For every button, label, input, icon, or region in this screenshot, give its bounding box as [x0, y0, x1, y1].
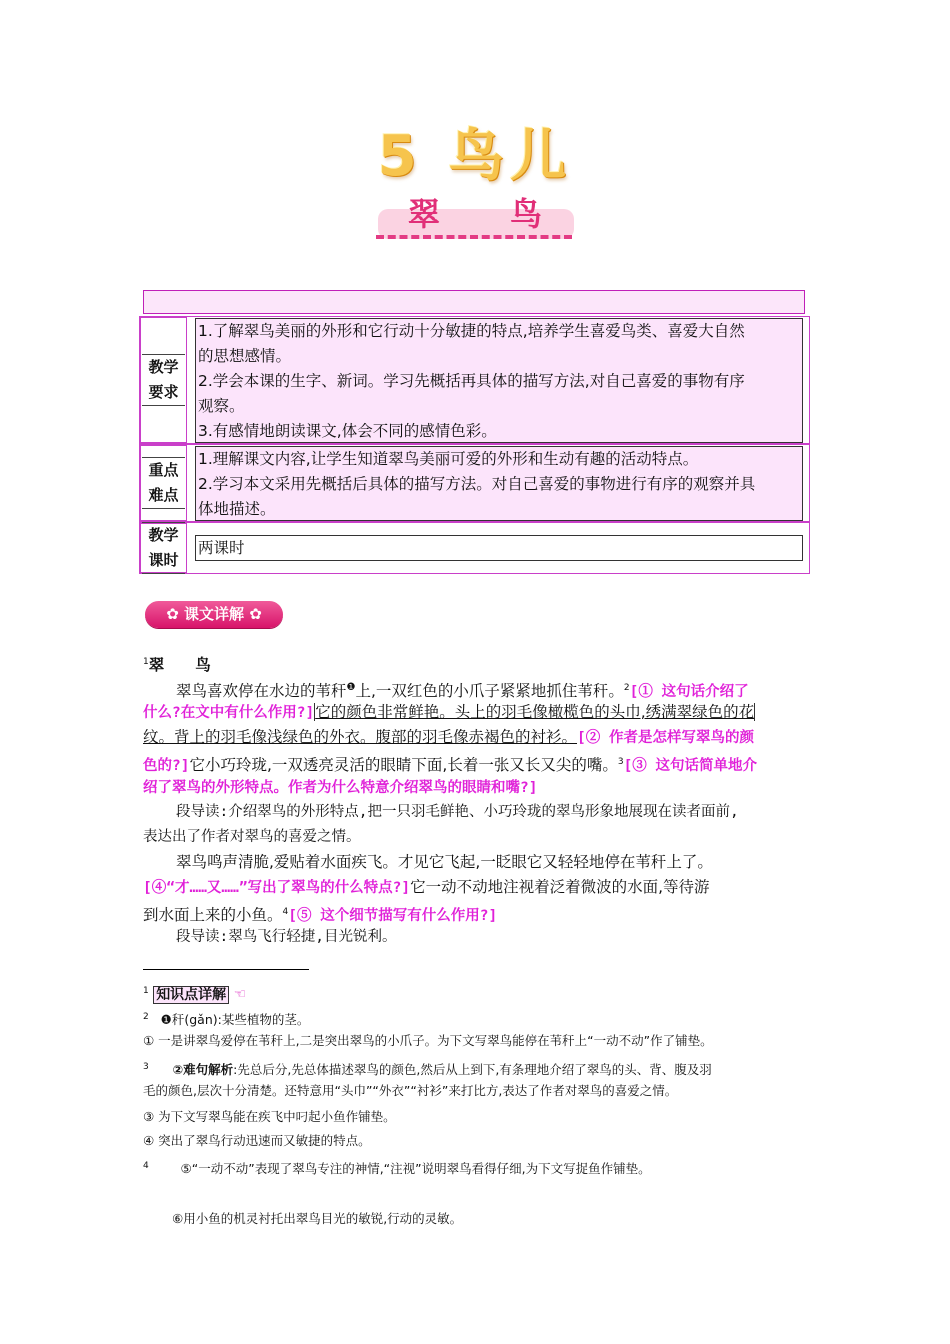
table-row-objectives — [139, 316, 810, 444]
question-annotation: 色的?] — [143, 758, 190, 775]
paragraph-line: 翠鸟鸣声清脆,爱贴着水面疾飞。才见它飞起,一眨眼它又轻轻地停在苇秆上了。 — [176, 853, 713, 871]
footnote-marker: 3 — [617, 757, 624, 767]
paragraph-line — [143, 775, 537, 801]
label-line: 难点 — [148, 486, 179, 504]
footnote-number: 2 — [143, 1012, 149, 1022]
footnote-1 — [143, 980, 246, 1006]
footnote-text: ① 一是讲翠鸟爱停在苇秆上,二是突出翠鸟的小爪子。为下文写翠鸟能停在苇秆上“一动不动”作了铺垫。 — [143, 1033, 713, 1048]
guide-reading: 段导读:翠鸟飞行轻捷,目光锐利。 — [176, 929, 397, 945]
objective-line: 2.学会本课的生字、新词。学习先概括再具体的描写方法,对自己喜爱的事物有序 — [198, 372, 745, 390]
footnote-marker: 2 — [623, 683, 630, 693]
table-header-bar — [143, 290, 805, 314]
text-span: 上,一双红色的小爪子紧紧地抓住苇秆。 — [355, 682, 624, 701]
label-line: 课时 — [148, 551, 179, 569]
paragraph-line — [143, 700, 755, 726]
lesson-subtitle: 翠 鸟 — [407, 195, 544, 233]
text-span: 翠鸟喜欢停在水边的苇秆 — [176, 682, 347, 701]
footnote-marker: 1 — [143, 657, 149, 667]
question-annotation: [④“才……又……”写出了翠鸟的什么特点?] — [143, 880, 411, 896]
objective-line: 3.有感情地朗读课文,体会不同的感情色彩。 — [198, 422, 497, 440]
footnote-text: ⑥用小鱼的机灵衬托出翠鸟目光的敏锐,行动的灵敏。 — [172, 1211, 463, 1226]
underlined-text: 它的颜色非常鲜艳。头上的羽毛像橄榄色的头巾,绣满翠绿色的花 — [315, 703, 755, 721]
row-label-cell — [140, 317, 187, 443]
knowledge-heading: 知识点详解 — [153, 986, 229, 1004]
footnote-4 — [143, 1155, 651, 1180]
row-label-periods — [142, 522, 185, 574]
subtitle-dashed-rule — [376, 235, 572, 239]
footnote-separator — [143, 969, 309, 970]
keypoint-line: 1.理解课文内容,让学生知道翠鸟美丽可爱的外形和生动有趣的活动特点。 — [198, 450, 699, 468]
footnote-3 — [143, 1056, 712, 1081]
article-heading — [143, 650, 211, 678]
footnote-text: ③ 为下文写翠鸟能在疾飞中叼起小鱼作铺垫。 — [143, 1109, 396, 1124]
table-row-periods — [139, 522, 810, 574]
row-label-keypoints — [142, 457, 185, 509]
keypoints-content — [195, 446, 803, 521]
row-label-objectives — [142, 354, 185, 406]
pointing-hand-icon: ☜ — [233, 986, 247, 1003]
row-label-cell — [140, 523, 187, 573]
footnote-text: :先总后分,先总体描述翠鸟的颜色,然后从上到下,有条理地介绍了翠鸟的头、背、腹及羽 — [233, 1062, 712, 1078]
paragraph-line — [143, 875, 710, 901]
note-mark: ❶ — [346, 682, 356, 693]
article-heading-text: 翠 鸟 — [148, 656, 211, 675]
footnote-text: ④ 突出了翠鸟行动迅速而又敏捷的特点。 — [143, 1133, 371, 1148]
footnote-number: 3 — [143, 1062, 149, 1072]
footnote-label: ②难句解析 — [172, 1062, 234, 1078]
question-annotation: 绍了翠鸟的外形特点。作者为什么特意介绍翠鸟的眼睛和嘴?] — [143, 780, 538, 796]
question-annotation: [② 作者是怎样写翠鸟的颜 — [577, 730, 754, 746]
section-banner: ✿ 课文详解 ✿ — [145, 601, 283, 628]
label-line: 教学 — [148, 526, 179, 544]
footnote-text: ❶秆(gǎn):某些植物的茎。 — [160, 1012, 310, 1028]
keypoint-line: 2.学习本文采用先概括后具体的描写方法。对自己喜爱的事物进行有序的观察并具 — [198, 475, 756, 493]
text-span: 到水面上来的小鱼。 — [143, 906, 283, 925]
text-span: 它一动不动地注视着泛着微波的水面,等待游 — [410, 878, 710, 896]
table-row-keypoints — [139, 444, 810, 522]
objectives-content — [195, 318, 803, 443]
footnote-number: 4 — [143, 1161, 149, 1171]
text-span: 它小巧玲珑,一双透亮灵活的眼睛下面,长着一张又长又尖的嘴。 — [189, 756, 618, 775]
paragraph-line — [143, 725, 754, 751]
question-annotation: [③ 这句话简单地介 — [623, 758, 758, 775]
periods-content — [195, 535, 803, 561]
footnote-number: 1 — [143, 986, 149, 996]
question-annotation: [① 这句话介绍了 — [629, 684, 749, 701]
underlined-text: 纹。背上的羽毛像浅绿色的外衣。腹部的羽毛像赤褐色的衬衫。 — [143, 728, 578, 746]
guide-reading: 表达出了作者对翠鸟的喜爱之情。 — [143, 829, 361, 845]
lesson-title: 5 鸟儿 — [377, 124, 573, 189]
guide-reading: 段导读:介绍翠鸟的外形特点,把一只羽毛鲜艳、小巧玲珑的翠鸟形象地展现在读者面前, — [176, 804, 739, 820]
footnote-text: ⑤“一动不动”表现了翠鸟专注的神情,“注视”说明翠鸟看得仔细,为下文写捉鱼作铺垫。 — [180, 1161, 651, 1177]
label-line: 重点 — [148, 461, 179, 479]
keypoint-line: 体地描述。 — [198, 500, 276, 518]
objective-line: 观察。 — [198, 397, 245, 415]
row-label-cell — [140, 445, 187, 521]
periods-value: 两课时 — [198, 539, 245, 557]
label-line: 教学 — [148, 358, 179, 376]
footnote-text: 毛的颜色,层次十分清楚。还特意用“头巾”“外衣”“衬衫”来打比方,表达了作者对翠鸟的喜爱之情。 — [143, 1083, 678, 1098]
objective-line: 1.了解翠鸟美丽的外形和它行动十分敏捷的特点,培养学生喜爱鸟类、喜爱大自然 — [198, 322, 745, 340]
footnote-2 — [143, 1006, 309, 1031]
label-line: 要求 — [148, 383, 179, 401]
footnote-marker: 4 — [282, 907, 289, 917]
question-annotation: [⑤ 这个细节描写有什么作用?] — [288, 908, 498, 925]
question-annotation: 什么?在文中有什么作用?] — [143, 705, 315, 721]
objective-line: 的思想感情。 — [198, 347, 292, 365]
